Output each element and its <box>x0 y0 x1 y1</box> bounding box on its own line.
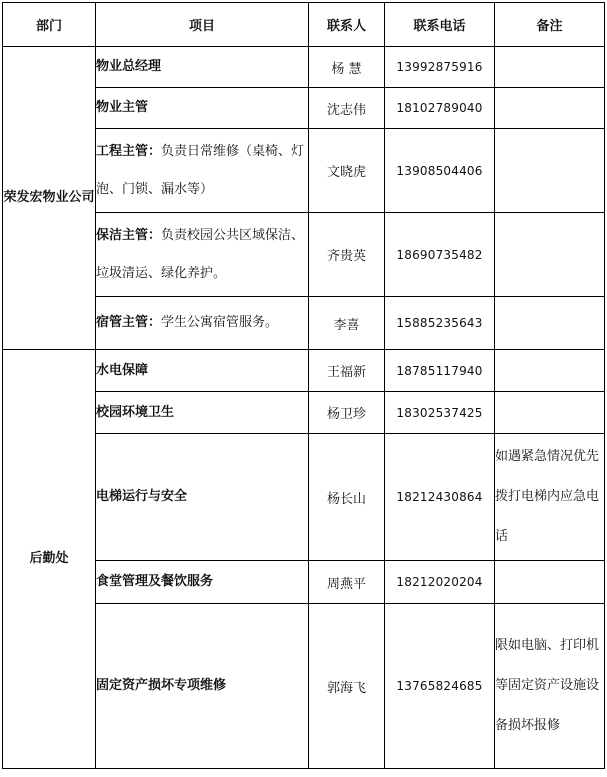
dept-property: 荣发宏物业公司 <box>3 47 96 350</box>
table-row <box>3 47 605 88</box>
header-phone: 联系电话 <box>385 3 495 47</box>
contact-cell: 杨 慧 <box>309 47 385 88</box>
note-cell: 如遇紧急情况优先拨打电梯内应急电话 <box>495 434 605 561</box>
contact-table <box>2 2 605 769</box>
item-cell: 物业总经理 <box>96 47 309 88</box>
dept-logistics: 后勤处 <box>3 350 96 769</box>
contact-cell: 李喜 <box>309 297 385 350</box>
contact-cell: 杨长山 <box>309 434 385 561</box>
note-cell <box>495 129 605 213</box>
note-cell <box>495 392 605 434</box>
phone-cell: 13992875916 <box>385 47 495 88</box>
item-lead: 保洁主管： <box>96 227 162 243</box>
item-cell: 水电保障 <box>96 350 309 392</box>
header-dept: 部门 <box>3 3 96 47</box>
table-row <box>3 350 605 392</box>
contact-cell: 王福新 <box>309 350 385 392</box>
phone-cell: 18212430864 <box>385 434 495 561</box>
contact-cell: 沈志伟 <box>309 88 385 129</box>
note-cell <box>495 297 605 350</box>
item-lead: 宿管主管： <box>96 315 162 330</box>
contact-cell: 郭海飞 <box>309 604 385 769</box>
phone-cell: 18785117940 <box>385 350 495 392</box>
item-cell: 电梯运行与安全 <box>96 434 309 561</box>
contact-cell: 周燕平 <box>309 561 385 604</box>
item-lead: 工程主管： <box>96 143 162 159</box>
item-cell <box>96 129 309 213</box>
header-contact: 联系人 <box>309 3 385 47</box>
header-item: 项目 <box>96 3 309 47</box>
item-cell: 物业主管 <box>96 88 309 129</box>
phone-cell: 18102789040 <box>385 88 495 129</box>
contact-cell: 齐贵英 <box>309 213 385 297</box>
item-desc: 负责日常维修（桌椅、灯泡、门锁、漏水等） <box>96 143 305 197</box>
contact-cell: 杨卫珍 <box>309 392 385 434</box>
item-cell <box>96 213 309 297</box>
note-cell: 限如电脑、打印机等固定资产设施设备损坏报修 <box>495 604 605 769</box>
item-cell: 食堂管理及餐饮服务 <box>96 561 309 604</box>
phone-cell: 13765824685 <box>385 604 495 769</box>
header-row <box>3 3 605 47</box>
note-cell <box>495 561 605 604</box>
item-desc: 负责校园公共区域保洁、垃圾清运、绿化养护。 <box>96 227 305 281</box>
item-cell <box>96 297 309 350</box>
phone-cell: 15885235643 <box>385 297 495 350</box>
phone-cell: 13908504406 <box>385 129 495 213</box>
item-cell: 校园环境卫生 <box>96 392 309 434</box>
header-note: 备注 <box>495 3 605 47</box>
phone-cell: 18690735482 <box>385 213 495 297</box>
phone-cell: 18302537425 <box>385 392 495 434</box>
note-cell <box>495 88 605 129</box>
item-desc: 学生公寓宿管服务。 <box>161 315 279 330</box>
note-cell <box>495 350 605 392</box>
note-cell <box>495 213 605 297</box>
note-cell <box>495 47 605 88</box>
phone-cell: 18212020204 <box>385 561 495 604</box>
contact-cell: 文晓虎 <box>309 129 385 213</box>
item-cell: 固定资产损坏专项维修 <box>96 604 309 769</box>
